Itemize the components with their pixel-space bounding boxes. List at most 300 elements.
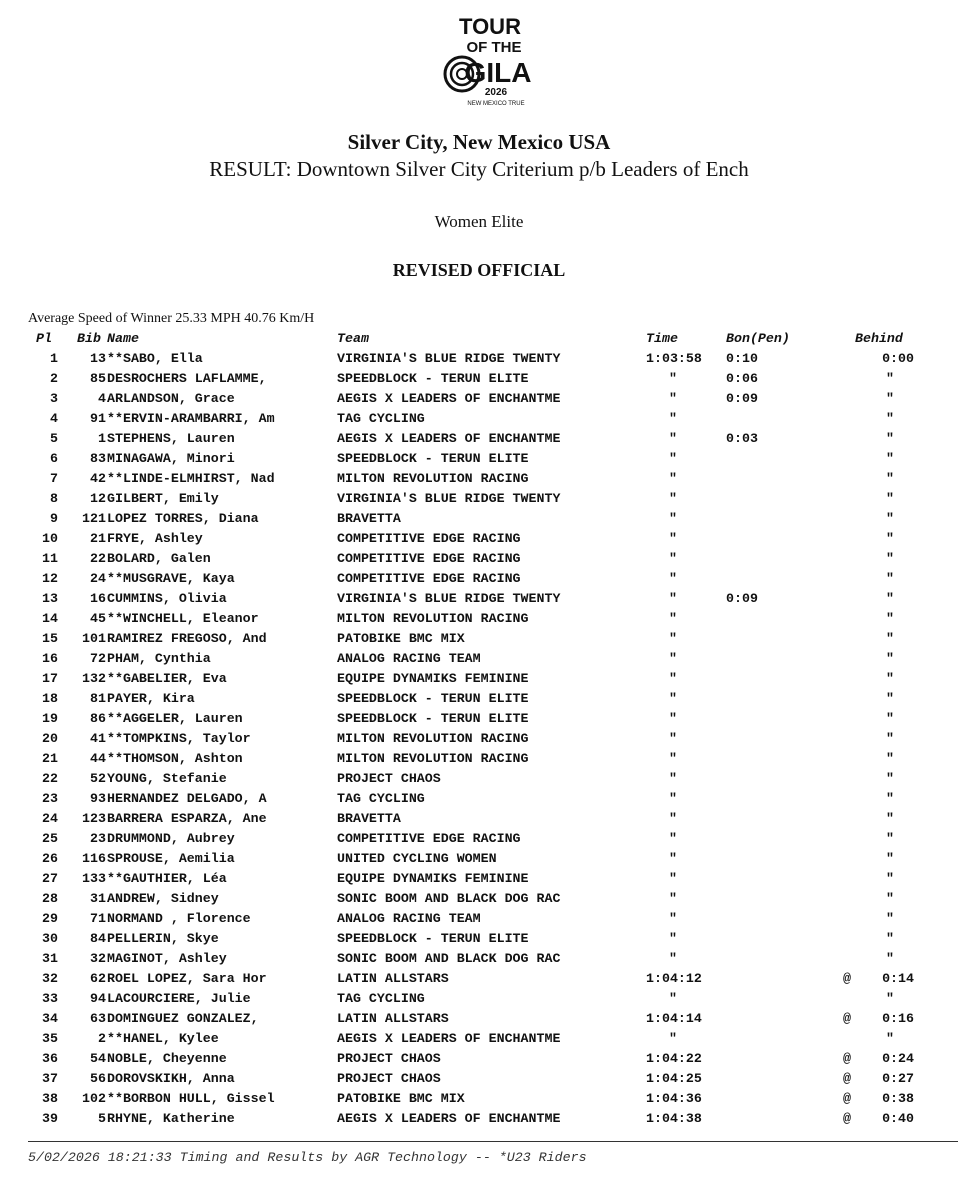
result-row	[0, 529, 958, 549]
rider-name: DRUMMOND, Aubrey	[107, 831, 235, 846]
finish-time: "	[669, 691, 677, 706]
event-location: Silver City, New Mexico USA	[347, 130, 611, 154]
finish-time: "	[669, 711, 677, 726]
result-row	[0, 929, 958, 949]
bonus-penalty: 0:09	[726, 391, 758, 406]
logo-line3: GILA	[464, 57, 532, 88]
tour-of-the-gila-logo	[436, 12, 544, 108]
result-row	[0, 409, 958, 429]
result-row	[0, 1049, 958, 1069]
team-name: SPEEDBLOCK - TERUN ELITE	[337, 711, 529, 726]
rider-name: **ERVIN-ARAMBARRI, Am	[107, 411, 275, 426]
result-row	[0, 569, 958, 589]
behind-marker: @	[843, 1011, 851, 1026]
result-row	[0, 969, 958, 989]
team-name: TAG CYCLING	[337, 411, 425, 426]
place: 3	[50, 391, 58, 406]
race-title: RESULT: Downtown Silver City Criterium p/b Leaders of Ench	[209, 157, 749, 181]
time-behind: 0:40	[882, 1111, 914, 1126]
rider-name: **THOMSON, Ashton	[107, 751, 243, 766]
bib-number: 2	[98, 1031, 106, 1046]
result-row	[0, 749, 958, 769]
bib-number: 5	[98, 1111, 106, 1126]
time-behind: 0:38	[882, 1091, 914, 1106]
place: 21	[42, 751, 58, 766]
team-name: EQUIPE DYNAMIKS FEMININE	[337, 871, 529, 886]
team-name: ANALOG RACING TEAM	[337, 911, 481, 926]
rider-name: CUMMINS, Olivia	[107, 591, 227, 606]
place: 14	[42, 611, 58, 626]
team-name: ANALOG RACING TEAM	[337, 651, 481, 666]
bib-number: 16	[90, 591, 106, 606]
finish-time: "	[669, 591, 677, 606]
bib-number: 63	[90, 1011, 106, 1026]
team-name: PROJECT CHAOS	[337, 1051, 441, 1066]
rider-name: DOROVSKIKH, Anna	[107, 1071, 235, 1086]
finish-time: "	[669, 791, 677, 806]
rider-name: **MUSGRAVE, Kaya	[107, 571, 235, 586]
team-name: EQUIPE DYNAMIKS FEMININE	[337, 671, 529, 686]
result-row	[0, 809, 958, 829]
finish-time: 1:04:36	[646, 1091, 702, 1106]
time-behind: "	[886, 411, 894, 426]
place: 10	[42, 531, 58, 546]
place: 16	[42, 651, 58, 666]
place: 28	[42, 891, 58, 906]
bib-number: 42	[90, 471, 106, 486]
rider-name: **BORBON HULL, Gissel	[107, 1091, 275, 1106]
bib-number: 132	[82, 671, 106, 686]
bib-number: 116	[82, 851, 106, 866]
bib-number: 56	[90, 1071, 106, 1086]
result-row	[0, 469, 958, 489]
bib-number: 81	[90, 691, 106, 706]
rider-name: ROEL LOPEZ, Sara Hor	[107, 971, 267, 986]
finish-time: "	[669, 631, 677, 646]
time-behind: "	[886, 1031, 894, 1046]
place: 22	[42, 771, 58, 786]
bonus-penalty: 0:03	[726, 431, 758, 446]
finish-time: "	[669, 951, 677, 966]
result-row	[0, 1089, 958, 1109]
result-row	[0, 789, 958, 809]
bib-number: 54	[90, 1051, 106, 1066]
time-behind: "	[886, 891, 894, 906]
logo-graphic	[436, 12, 544, 108]
col-header-bib: Bib	[77, 331, 101, 346]
finish-time: "	[669, 771, 677, 786]
rider-name: PAYER, Kira	[107, 691, 195, 706]
finish-time: "	[669, 411, 677, 426]
result-row	[0, 629, 958, 649]
place: 25	[42, 831, 58, 846]
rider-name: DOMINGUEZ GONZALEZ,	[107, 1011, 259, 1026]
rider-name: NORMAND , Florence	[107, 911, 251, 926]
place: 15	[42, 631, 58, 646]
bib-number: 123	[82, 811, 106, 826]
rider-name: MAGINOT, Ashley	[107, 951, 227, 966]
time-behind: "	[886, 451, 894, 466]
place: 13	[42, 591, 58, 606]
time-behind: 0:14	[882, 971, 914, 986]
result-status: REVISED OFFICIAL	[392, 260, 566, 280]
rider-name: NOBLE, Cheyenne	[107, 1051, 227, 1066]
rider-name: **HANEL, Kylee	[107, 1031, 219, 1046]
result-row	[0, 669, 958, 689]
bib-number: 32	[90, 951, 106, 966]
team-name: SONIC BOOM AND BLACK DOG RAC	[337, 891, 561, 906]
finish-time: "	[669, 831, 677, 846]
time-behind: "	[886, 951, 894, 966]
team-name: COMPETITIVE EDGE RACING	[337, 551, 521, 566]
rider-name: HERNANDEZ DELGADO, A	[107, 791, 267, 806]
team-name: PROJECT CHAOS	[337, 771, 441, 786]
place: 24	[42, 811, 58, 826]
team-name: COMPETITIVE EDGE RACING	[337, 831, 521, 846]
bib-number: 21	[90, 531, 106, 546]
team-name: LATIN ALLSTARS	[337, 1011, 449, 1026]
place: 32	[42, 971, 58, 986]
place: 36	[42, 1051, 58, 1066]
result-row	[0, 989, 958, 1009]
col-header-pl: Pl	[36, 331, 52, 346]
rider-name: ARLANDSON, Grace	[107, 391, 235, 406]
rider-name: **AGGELER, Lauren	[107, 711, 243, 726]
team-name: SPEEDBLOCK - TERUN ELITE	[337, 691, 529, 706]
time-behind: "	[886, 591, 894, 606]
place: 6	[50, 451, 58, 466]
team-name: AEGIS X LEADERS OF ENCHANTME	[337, 1031, 561, 1046]
bib-number: 121	[82, 511, 106, 526]
team-name: AEGIS X LEADERS OF ENCHANTME	[337, 431, 561, 446]
bib-number: 85	[90, 371, 106, 386]
team-name: SPEEDBLOCK - TERUN ELITE	[337, 931, 529, 946]
team-name: BRAVETTA	[337, 811, 401, 826]
time-behind: "	[886, 931, 894, 946]
result-row	[0, 509, 958, 529]
time-behind: "	[886, 771, 894, 786]
bib-number: 44	[90, 751, 106, 766]
result-row	[0, 909, 958, 929]
team-name: VIRGINIA'S BLUE RIDGE TWENTY	[337, 591, 561, 606]
result-row	[0, 589, 958, 609]
time-behind: "	[886, 811, 894, 826]
time-behind: "	[886, 851, 894, 866]
result-row	[0, 489, 958, 509]
rider-name: FRYE, Ashley	[107, 531, 203, 546]
team-name: PATOBIKE BMC MIX	[337, 631, 465, 646]
time-behind: "	[886, 571, 894, 586]
team-name: MILTON REVOLUTION RACING	[337, 471, 529, 486]
team-name: COMPETITIVE EDGE RACING	[337, 531, 521, 546]
logo-line2: OF THE	[466, 39, 522, 56]
rider-name: **GAUTHIER, Léa	[107, 871, 227, 886]
result-row	[0, 1069, 958, 1089]
finish-time: "	[669, 511, 677, 526]
rider-name: LOPEZ TORRES, Diana	[107, 511, 259, 526]
finish-time: "	[669, 651, 677, 666]
finish-time: 1:04:12	[646, 971, 702, 986]
time-behind: "	[886, 531, 894, 546]
time-behind: "	[886, 551, 894, 566]
col-header-bon: Bon(Pen)	[726, 331, 790, 346]
rider-name: **GABELIER, Eva	[107, 671, 227, 686]
time-behind: "	[886, 491, 894, 506]
place: 39	[42, 1111, 58, 1126]
bib-number: 62	[90, 971, 106, 986]
place: 8	[50, 491, 58, 506]
bonus-penalty: 0:09	[726, 591, 758, 606]
team-name: PATOBIKE BMC MIX	[337, 1091, 465, 1106]
time-behind: "	[886, 991, 894, 1006]
finish-time: "	[669, 751, 677, 766]
rider-name: DESROCHERS LAFLAMME,	[107, 371, 267, 386]
place: 31	[42, 951, 58, 966]
rider-name: SPROUSE, Aemilia	[107, 851, 235, 866]
bib-number: 4	[98, 391, 106, 406]
result-row	[0, 609, 958, 629]
bib-number: 13	[90, 351, 106, 366]
bonus-penalty: 0:10	[726, 351, 758, 366]
finish-time: 1:04:38	[646, 1111, 702, 1126]
time-behind: "	[886, 791, 894, 806]
finish-time: "	[669, 571, 677, 586]
finish-time: 1:04:14	[646, 1011, 702, 1026]
team-name: TAG CYCLING	[337, 991, 425, 1006]
team-name: PROJECT CHAOS	[337, 1071, 441, 1086]
place: 29	[42, 911, 58, 926]
result-row	[0, 649, 958, 669]
bib-number: 83	[90, 451, 106, 466]
finish-time: "	[669, 891, 677, 906]
time-behind: 0:00	[882, 351, 914, 366]
place: 7	[50, 471, 58, 486]
finish-time: 1:04:22	[646, 1051, 702, 1066]
result-row	[0, 449, 958, 469]
footer-text: 5/02/2026 18:21:33 Timing and Results by AGR Technology -- *U23 Riders	[28, 1150, 587, 1165]
result-row	[0, 549, 958, 569]
result-row	[0, 349, 958, 369]
average-speed: Average Speed of Winner 25.33 MPH 40.76 Km/H	[28, 311, 315, 326]
finish-time: 1:03:58	[646, 351, 702, 366]
team-name: LATIN ALLSTARS	[337, 971, 449, 986]
place: 30	[42, 931, 58, 946]
place: 4	[50, 411, 58, 426]
finish-time: "	[669, 431, 677, 446]
bib-number: 102	[82, 1091, 106, 1106]
rider-name: YOUNG, Stefanie	[107, 771, 227, 786]
finish-time: "	[669, 471, 677, 486]
rider-name: MINAGAWA, Minori	[107, 451, 235, 466]
bib-number: 22	[90, 551, 106, 566]
team-name: MILTON REVOLUTION RACING	[337, 751, 529, 766]
time-behind: "	[886, 371, 894, 386]
bib-number: 24	[90, 571, 106, 586]
result-row	[0, 849, 958, 869]
bib-number: 84	[90, 931, 106, 946]
place: 17	[42, 671, 58, 686]
bib-number: 52	[90, 771, 106, 786]
result-row	[0, 369, 958, 389]
time-behind: "	[886, 751, 894, 766]
rider-name: PHAM, Cynthia	[107, 651, 211, 666]
time-behind: "	[886, 431, 894, 446]
team-name: MILTON REVOLUTION RACING	[337, 731, 529, 746]
result-row	[0, 769, 958, 789]
time-behind: "	[886, 471, 894, 486]
footer-divider	[28, 1141, 958, 1142]
place: 19	[42, 711, 58, 726]
time-behind: "	[886, 671, 894, 686]
result-row	[0, 729, 958, 749]
rider-name: STEPHENS, Lauren	[107, 431, 235, 446]
result-row	[0, 829, 958, 849]
rider-name: RAMIREZ FREGOSO, And	[107, 631, 267, 646]
time-behind: "	[886, 391, 894, 406]
col-header-name: Name	[107, 331, 139, 346]
team-name: MILTON REVOLUTION RACING	[337, 611, 529, 626]
team-name: VIRGINIA'S BLUE RIDGE TWENTY	[337, 351, 561, 366]
bib-number: 133	[82, 871, 106, 886]
rider-name: BOLARD, Galen	[107, 551, 211, 566]
bib-number: 71	[90, 911, 106, 926]
result-row	[0, 709, 958, 729]
time-behind: "	[886, 611, 894, 626]
finish-time: "	[669, 931, 677, 946]
col-header-team: Team	[337, 331, 369, 346]
rider-name: **LINDE-ELMHIRST, Nad	[107, 471, 275, 486]
bib-number: 94	[90, 991, 106, 1006]
place: 23	[42, 791, 58, 806]
result-row	[0, 889, 958, 909]
place: 27	[42, 871, 58, 886]
finish-time: "	[669, 671, 677, 686]
team-name: BRAVETTA	[337, 511, 401, 526]
logo-year: 2026	[484, 87, 508, 98]
place: 11	[42, 551, 58, 566]
finish-time: "	[669, 851, 677, 866]
rider-name: **WINCHELL, Eleanor	[107, 611, 259, 626]
behind-marker: @	[843, 971, 851, 986]
bib-number: 31	[90, 891, 106, 906]
team-name: SPEEDBLOCK - TERUN ELITE	[337, 451, 529, 466]
team-name: SONIC BOOM AND BLACK DOG RAC	[337, 951, 561, 966]
time-behind: 0:27	[882, 1071, 914, 1086]
rider-name: LACOURCIERE, Julie	[107, 991, 251, 1006]
place: 12	[42, 571, 58, 586]
place: 1	[50, 351, 58, 366]
result-row	[0, 1009, 958, 1029]
finish-time: "	[669, 811, 677, 826]
finish-time: "	[669, 871, 677, 886]
time-behind: "	[886, 631, 894, 646]
place: 33	[42, 991, 58, 1006]
time-behind: 0:16	[882, 1011, 914, 1026]
place: 26	[42, 851, 58, 866]
time-behind: "	[886, 871, 894, 886]
finish-time: "	[669, 391, 677, 406]
result-row	[0, 949, 958, 969]
result-row	[0, 389, 958, 409]
finish-time: "	[669, 371, 677, 386]
behind-marker: @	[843, 1071, 851, 1086]
result-row	[0, 1109, 958, 1129]
finish-time: 1:04:25	[646, 1071, 702, 1086]
time-behind: "	[886, 911, 894, 926]
team-name: AEGIS X LEADERS OF ENCHANTME	[337, 1111, 561, 1126]
bib-number: 93	[90, 791, 106, 806]
finish-time: "	[669, 611, 677, 626]
col-header-behind: Behind	[855, 331, 903, 346]
bib-number: 101	[82, 631, 106, 646]
finish-time: "	[669, 731, 677, 746]
finish-time: "	[669, 451, 677, 466]
rider-name: **TOMPKINS, Taylor	[107, 731, 251, 746]
place: 20	[42, 731, 58, 746]
place: 5	[50, 431, 58, 446]
finish-time: "	[669, 551, 677, 566]
bib-number: 23	[90, 831, 106, 846]
result-row	[0, 869, 958, 889]
time-behind: "	[886, 651, 894, 666]
result-row	[0, 689, 958, 709]
finish-time: "	[669, 911, 677, 926]
place: 38	[42, 1091, 58, 1106]
results-header-row	[0, 329, 958, 349]
rider-name: RHYNE, Katherine	[107, 1111, 235, 1126]
behind-marker: @	[843, 1111, 851, 1126]
bib-number: 45	[90, 611, 106, 626]
team-name: TAG CYCLING	[337, 791, 425, 806]
result-row	[0, 1029, 958, 1049]
team-name: AEGIS X LEADERS OF ENCHANTME	[337, 391, 561, 406]
rider-name: **SABO, Ella	[107, 351, 203, 366]
time-behind: "	[886, 711, 894, 726]
logo-tagline: NEW MEXICO TRUE	[467, 101, 525, 107]
rider-name: BARRERA ESPARZA, Ane	[107, 811, 267, 826]
time-behind: "	[886, 731, 894, 746]
finish-time: "	[669, 491, 677, 506]
result-row	[0, 429, 958, 449]
bib-number: 12	[90, 491, 106, 506]
rider-name: ANDREW, Sidney	[107, 891, 219, 906]
time-behind: "	[886, 511, 894, 526]
rider-name: PELLERIN, Skye	[107, 931, 219, 946]
finish-time: "	[669, 991, 677, 1006]
bib-number: 1	[98, 431, 106, 446]
logo-line1: TOUR	[459, 14, 521, 39]
finish-time: "	[669, 531, 677, 546]
bib-number: 86	[90, 711, 106, 726]
place: 34	[42, 1011, 58, 1026]
team-name: VIRGINIA'S BLUE RIDGE TWENTY	[337, 491, 561, 506]
bonus-penalty: 0:06	[726, 371, 758, 386]
bib-number: 41	[90, 731, 106, 746]
place: 9	[50, 511, 58, 526]
place: 37	[42, 1071, 58, 1086]
time-behind: "	[886, 831, 894, 846]
team-name: UNITED CYCLING WOMEN	[337, 851, 497, 866]
col-header-time: Time	[646, 331, 678, 346]
behind-marker: @	[843, 1091, 851, 1106]
team-name: SPEEDBLOCK - TERUN ELITE	[337, 371, 529, 386]
race-category: Women Elite	[434, 212, 524, 231]
place: 2	[50, 371, 58, 386]
team-name: COMPETITIVE EDGE RACING	[337, 571, 521, 586]
behind-marker: @	[843, 1051, 851, 1066]
finish-time: "	[669, 1031, 677, 1046]
rider-name: GILBERT, Emily	[107, 491, 219, 506]
